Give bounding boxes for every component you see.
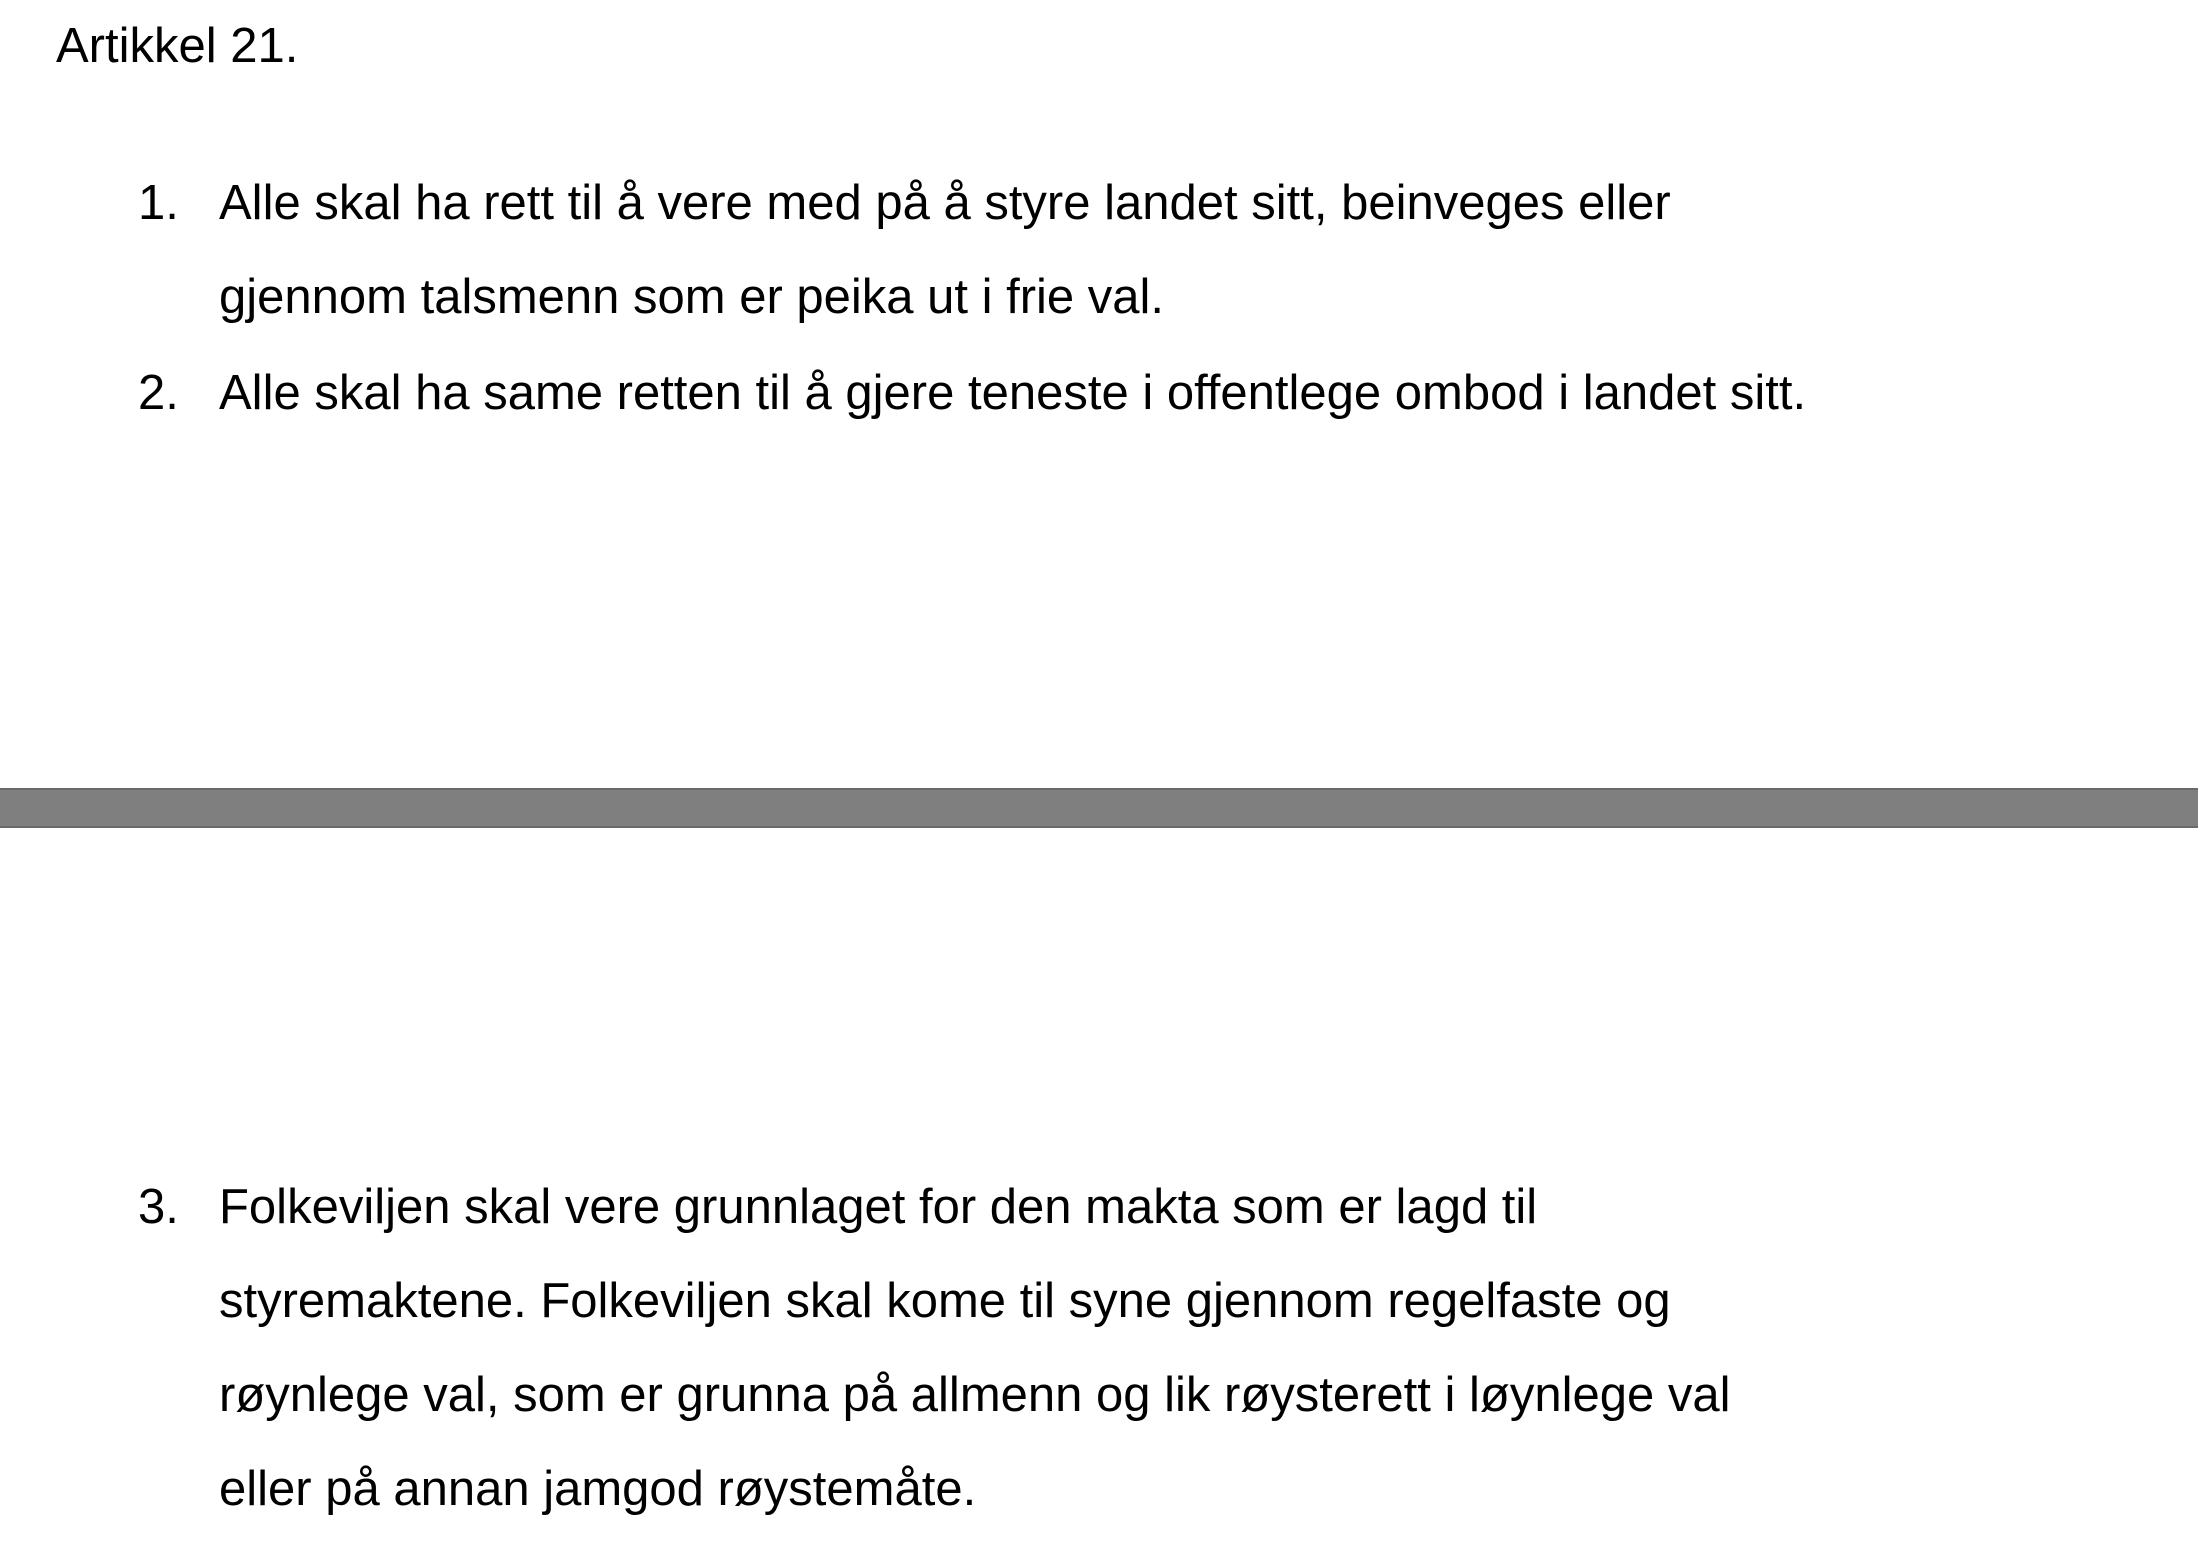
article-heading: Artikkel 21. [56,19,299,73]
list-item-number: 2. [138,366,179,420]
list-item-line: styremaktene. Folkeviljen skal kome til syne gjennom regelfaste og [219,1274,1671,1328]
list-item-text [219,1160,1731,1536]
list-item-line: Alle skal ha same retten til å gjere teneste i offentlege ombod i landet sitt. [219,366,1807,420]
list-item-number: 3. [138,1180,179,1234]
list-item-text [219,156,1671,344]
list-item-text [219,346,1806,440]
list-item-line: Folkeviljen skal vere grunnlaget for den makta som er lagd til [219,1180,1538,1234]
list-item-line: eller på annan jamgod røystemåte. [219,1462,977,1516]
list-item-line: røynlege val, som er grunna på allmenn og lik røysterett i løynlege val [219,1368,1731,1422]
list-item-number: 1. [138,176,179,230]
list-item-line: gjennom talsmenn som er peika ut i frie val. [219,270,1165,324]
page-separator [0,788,2198,828]
list-item-line: Alle skal ha rett til å vere med på å styre landet sitt, beinveges eller [219,176,1671,230]
